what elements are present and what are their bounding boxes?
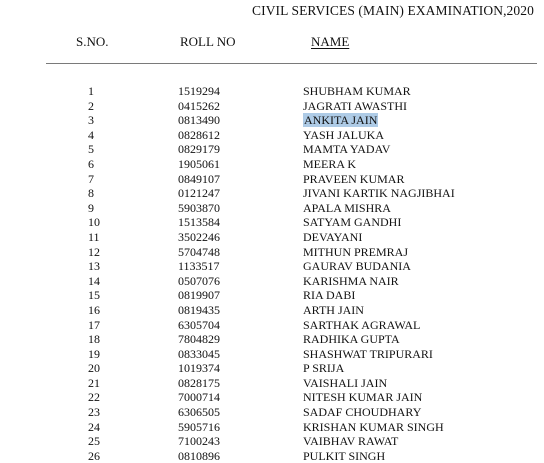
roll-number: 3502246 bbox=[178, 229, 220, 244]
serial-number: 9 bbox=[88, 200, 94, 215]
exam-title: CIVIL SERVICES (MAIN) EXAMINATION,2020 bbox=[252, 3, 534, 18]
candidate-name[interactable]: SATYAM GANDHI bbox=[303, 215, 402, 230]
candidate-name[interactable]: MEERA K bbox=[303, 156, 357, 171]
roll-number: 0813490 bbox=[178, 113, 220, 128]
header-divider bbox=[46, 63, 537, 64]
table-row bbox=[0, 186, 544, 201]
candidate-name[interactable]: DEVAYANI bbox=[303, 229, 363, 244]
table-row bbox=[0, 318, 544, 333]
table-row bbox=[0, 157, 544, 172]
candidate-name-cell bbox=[303, 405, 421, 420]
candidate-name[interactable]: SHASHWAT TRIPURARI bbox=[303, 346, 433, 361]
serial-number: 17 bbox=[88, 317, 100, 332]
roll-number: 1133517 bbox=[178, 259, 220, 274]
candidate-name-cell bbox=[303, 259, 411, 274]
serial-number: 13 bbox=[88, 259, 100, 274]
serial-number: 25 bbox=[88, 434, 100, 449]
candidate-name[interactable]: MAMTA YADAV bbox=[303, 142, 391, 157]
candidate-name-cell bbox=[303, 361, 344, 376]
serial-number: 22 bbox=[88, 390, 100, 405]
serial-number: 26 bbox=[88, 448, 100, 463]
candidate-name-cell bbox=[303, 230, 362, 245]
candidate-name-cell bbox=[303, 99, 407, 114]
serial-number: 20 bbox=[88, 361, 100, 376]
serial-number: 10 bbox=[88, 215, 100, 230]
candidate-name-cell bbox=[303, 318, 420, 333]
roll-number: 6305704 bbox=[178, 317, 220, 332]
serial-number: 6 bbox=[88, 156, 94, 171]
candidate-name[interactable]: GAURAV BUDANIA bbox=[303, 259, 411, 274]
roll-number: 0415262 bbox=[178, 98, 220, 113]
roll-number: 0833045 bbox=[178, 346, 220, 361]
table-row bbox=[0, 113, 544, 128]
serial-number: 3 bbox=[88, 113, 94, 128]
roll-number: 0819907 bbox=[178, 288, 220, 303]
roll-number: 1513584 bbox=[178, 215, 220, 230]
serial-number: 19 bbox=[88, 346, 100, 361]
table-row bbox=[0, 172, 544, 187]
serial-number: 16 bbox=[88, 302, 100, 317]
roll-number: 7804829 bbox=[178, 332, 220, 347]
serial-number: 5 bbox=[88, 142, 94, 157]
roll-number: 0810896 bbox=[178, 448, 220, 463]
serial-number: 18 bbox=[88, 332, 100, 347]
roll-number: 0507076 bbox=[178, 273, 220, 288]
candidate-name-cell bbox=[303, 142, 390, 157]
candidate-name[interactable]: SARTHAK AGRAWAL bbox=[303, 317, 421, 332]
candidate-name[interactable]: MITHUN PREMRAJ bbox=[303, 244, 409, 259]
table-row bbox=[0, 245, 544, 260]
serial-number: 8 bbox=[88, 186, 94, 201]
table-row bbox=[0, 434, 544, 449]
roll-number: 0819435 bbox=[178, 302, 220, 317]
roll-number: 1905061 bbox=[178, 156, 220, 171]
serial-number: 4 bbox=[88, 127, 94, 142]
roll-number: 7100243 bbox=[178, 434, 220, 449]
roll-number: 5905716 bbox=[178, 419, 220, 434]
roll-number: 0121247 bbox=[178, 186, 220, 201]
candidate-name-cell bbox=[303, 303, 364, 318]
selected-candidate-name[interactable]: ANKITA JAIN bbox=[304, 113, 378, 128]
serial-number: 1 bbox=[88, 84, 94, 98]
table-row bbox=[0, 99, 544, 114]
candidate-name-cell bbox=[303, 420, 444, 435]
roll-number: 1519294 bbox=[178, 84, 220, 98]
table-row bbox=[0, 142, 544, 157]
candidate-name-cell bbox=[303, 274, 399, 289]
candidate-name-cell bbox=[303, 201, 391, 216]
roll-number: 7000714 bbox=[178, 390, 220, 405]
candidate-name[interactable]: JIVANI KARTIK NAGJIBHAI bbox=[303, 186, 455, 201]
candidate-name[interactable]: PULKIT SINGH bbox=[303, 448, 386, 463]
serial-number: 2 bbox=[88, 98, 94, 113]
table-row bbox=[0, 303, 544, 318]
candidate-name[interactable]: NITESH KUMAR JAIN bbox=[303, 390, 423, 405]
candidate-name-cell bbox=[303, 172, 404, 187]
candidate-name-cell bbox=[303, 449, 385, 463]
roll-number: 5704748 bbox=[178, 244, 220, 259]
candidate-name-cell bbox=[303, 288, 355, 303]
table-row bbox=[0, 84, 544, 99]
table-row bbox=[0, 449, 544, 463]
candidate-name-cell bbox=[303, 113, 378, 128]
candidate-name[interactable]: VAIBHAV RAWAT bbox=[303, 434, 399, 449]
roll-number: 5903870 bbox=[178, 200, 220, 215]
candidate-name[interactable]: APALA MISHRA bbox=[303, 200, 391, 215]
serial-number: 21 bbox=[88, 375, 100, 390]
roll-number: 6306505 bbox=[178, 405, 220, 420]
column-header-roll-no: ROLL NO bbox=[180, 34, 236, 49]
serial-number: 12 bbox=[88, 244, 100, 259]
candidate-name[interactable]: RADHIKA GUPTA bbox=[303, 332, 400, 347]
roll-number: 1019374 bbox=[178, 361, 220, 376]
roll-number: 0829179 bbox=[178, 142, 220, 157]
candidate-name-cell bbox=[303, 347, 433, 362]
candidate-name[interactable]: SADAF CHOUDHARY bbox=[303, 405, 422, 420]
serial-number: 24 bbox=[88, 419, 100, 434]
candidate-name[interactable]: PRAVEEN KUMAR bbox=[303, 171, 405, 186]
serial-number: 14 bbox=[88, 273, 100, 288]
candidate-name[interactable]: KRISHAN KUMAR SINGH bbox=[303, 419, 444, 434]
candidate-name[interactable]: KARISHMA NAIR bbox=[303, 273, 399, 288]
table-row bbox=[0, 215, 544, 230]
table-row bbox=[0, 259, 544, 274]
serial-number: 23 bbox=[88, 405, 100, 420]
candidate-name[interactable]: SHUBHAM KUMAR bbox=[303, 84, 411, 98]
table-row bbox=[0, 288, 544, 303]
candidate-name-cell bbox=[303, 376, 387, 391]
table-row bbox=[0, 347, 544, 362]
table-row bbox=[0, 128, 544, 143]
table-row bbox=[0, 420, 544, 435]
candidate-name[interactable]: RIA DABI bbox=[303, 288, 356, 303]
candidate-name[interactable]: P SRIJA bbox=[303, 361, 345, 376]
column-header-sno: S.NO. bbox=[76, 34, 109, 49]
roll-number: 0828175 bbox=[178, 375, 220, 390]
results-table bbox=[0, 84, 544, 463]
table-row bbox=[0, 361, 544, 376]
table-row bbox=[0, 201, 544, 216]
roll-number: 0849107 bbox=[178, 171, 220, 186]
candidate-name-cell bbox=[303, 128, 384, 143]
candidate-name-cell bbox=[303, 157, 356, 172]
serial-number: 11 bbox=[88, 229, 100, 244]
table-row bbox=[0, 332, 544, 347]
candidate-name[interactable]: VAISHALI JAIN bbox=[303, 375, 388, 390]
roll-number: 0828612 bbox=[178, 127, 220, 142]
table-row bbox=[0, 405, 544, 420]
table-row bbox=[0, 274, 544, 289]
candidate-name-cell bbox=[303, 186, 455, 201]
candidate-name[interactable]: JAGRATI AWASTHI bbox=[303, 98, 408, 113]
column-header-name: NAME bbox=[311, 34, 350, 49]
serial-number: 15 bbox=[88, 288, 100, 303]
candidate-name-cell bbox=[303, 245, 408, 260]
candidate-name[interactable]: YASH JALUKA bbox=[303, 127, 385, 142]
table-row bbox=[0, 390, 544, 405]
candidate-name-cell bbox=[303, 434, 398, 449]
candidate-name-cell bbox=[303, 84, 411, 99]
candidate-name-cell bbox=[303, 215, 401, 230]
candidate-name-cell bbox=[303, 332, 400, 347]
table-row bbox=[0, 230, 544, 245]
table-row bbox=[0, 376, 544, 391]
candidate-name-cell bbox=[303, 390, 422, 405]
serial-number: 7 bbox=[88, 171, 94, 186]
candidate-name[interactable]: ARTH JAIN bbox=[303, 302, 364, 317]
